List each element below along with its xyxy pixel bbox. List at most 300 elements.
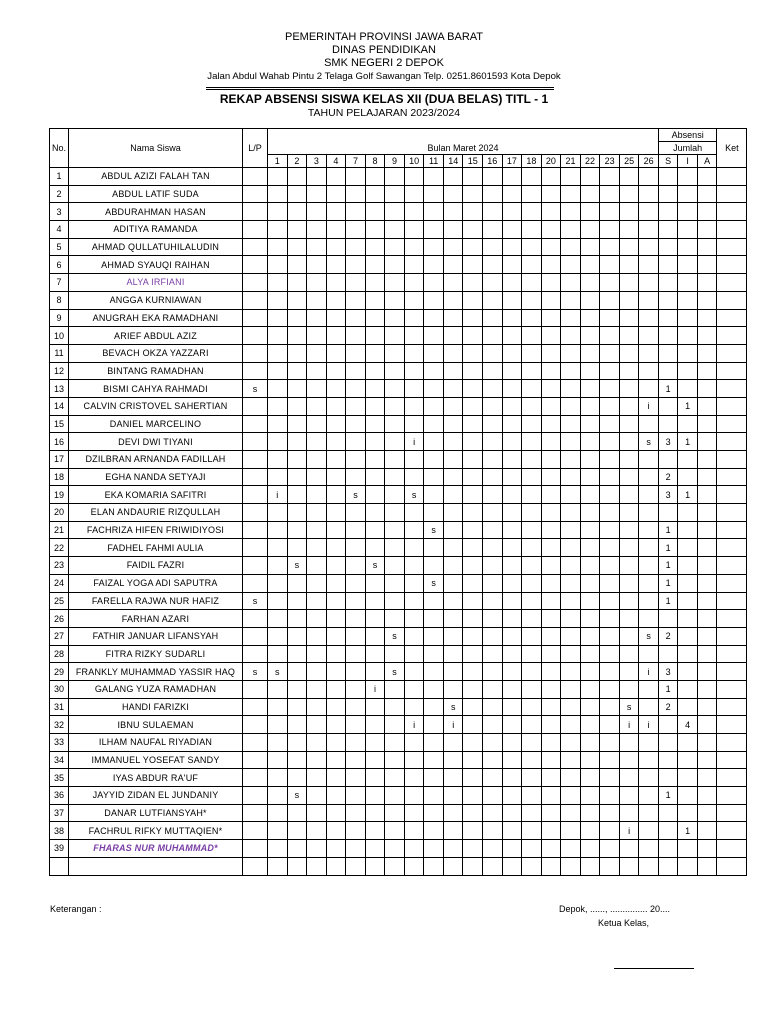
izin-count [678, 309, 698, 327]
row-number: 7 [50, 274, 69, 292]
attendance-mark [580, 504, 600, 522]
attendance-mark [561, 539, 581, 557]
attendance-mark [502, 574, 522, 592]
gender-cell [243, 203, 268, 221]
attendance-mark [522, 734, 542, 752]
attendance-mark [619, 645, 639, 663]
sakit-count [658, 769, 678, 787]
note-cell [717, 716, 747, 734]
attendance-mark [424, 840, 444, 858]
row-number: 17 [50, 451, 69, 469]
attendance-mark [541, 592, 561, 610]
attendance-mark [483, 415, 503, 433]
gender-cell [243, 274, 268, 292]
student-name: BINTANG RAMADHAN [69, 362, 243, 380]
row-number: 24 [50, 574, 69, 592]
attendance-mark [346, 574, 366, 592]
day-header: 3 [307, 155, 327, 168]
alpa-count [697, 698, 717, 716]
attendance-mark [443, 291, 463, 309]
attendance-mark [580, 344, 600, 362]
place-date: Depok, ......, ............... 20.... [559, 904, 671, 914]
attendance-mark [580, 663, 600, 681]
sakit-count [658, 857, 678, 875]
attendance-mark [619, 840, 639, 858]
attendance-mark [639, 698, 659, 716]
attendance-mark [268, 291, 288, 309]
attendance-mark [287, 433, 307, 451]
attendance-mark [502, 380, 522, 398]
student-name: ADITIYA RAMANDA [69, 221, 243, 239]
student-name: DZILBRAN ARNANDA FADILLAH [69, 451, 243, 469]
attendance-mark [326, 698, 346, 716]
attendance-mark [326, 680, 346, 698]
attendance-mark [365, 734, 385, 752]
attendance-mark [541, 804, 561, 822]
attendance-mark [385, 203, 405, 221]
attendance-mark [502, 327, 522, 345]
attendance-mark [385, 274, 405, 292]
attendance-mark [346, 256, 366, 274]
row-number: 31 [50, 698, 69, 716]
attendance-mark [424, 557, 444, 575]
attendance-mark [346, 362, 366, 380]
attendance-mark [522, 698, 542, 716]
attendance-mark [346, 680, 366, 698]
attendance-mark [307, 698, 327, 716]
table-row [50, 663, 747, 681]
attendance-mark [326, 504, 346, 522]
attendance-mark [346, 840, 366, 858]
attendance-mark [600, 468, 620, 486]
student-name: ALYA IRFIANI [69, 274, 243, 292]
attendance-mark [561, 397, 581, 415]
alpa-count [697, 362, 717, 380]
attendance-mark [287, 734, 307, 752]
day-header: 22 [580, 155, 600, 168]
attendance-mark [385, 451, 405, 469]
attendance-mark [561, 221, 581, 239]
table-row [50, 521, 747, 539]
attendance-mark [483, 256, 503, 274]
attendance-mark [365, 840, 385, 858]
attendance-mark [424, 397, 444, 415]
izin-count [678, 698, 698, 716]
note-cell [717, 787, 747, 805]
attendance-mark [580, 486, 600, 504]
attendance-mark [307, 645, 327, 663]
attendance-mark: i [404, 433, 424, 451]
izin-count [678, 521, 698, 539]
student-name: ELAN ANDAURIE RIZQULLAH [69, 504, 243, 522]
attendance-mark [561, 309, 581, 327]
attendance-mark [365, 256, 385, 274]
student-name: ABDURAHMAN HASAN [69, 203, 243, 221]
header-government: PEMERINTAH PROVINSI JAWA BARAT [284, 31, 484, 43]
attendance-mark [443, 539, 463, 557]
attendance-mark [522, 716, 542, 734]
attendance-mark [600, 504, 620, 522]
attendance-mark: i [639, 397, 659, 415]
attendance-mark [580, 734, 600, 752]
attendance-mark [307, 663, 327, 681]
attendance-mark [619, 734, 639, 752]
attendance-mark [404, 521, 424, 539]
table-row [50, 787, 747, 805]
attendance-mark: s [424, 574, 444, 592]
attendance-mark [522, 274, 542, 292]
attendance-mark [580, 274, 600, 292]
attendance-mark [600, 185, 620, 203]
table-row [50, 468, 747, 486]
day-header: 17 [502, 155, 522, 168]
gender-cell [243, 256, 268, 274]
attendance-mark [287, 327, 307, 345]
attendance-mark [463, 468, 483, 486]
attendance-mark [287, 238, 307, 256]
attendance-mark [600, 592, 620, 610]
attendance-mark [580, 221, 600, 239]
attendance-mark [365, 627, 385, 645]
row-number: 13 [50, 380, 69, 398]
attendance-mark [307, 309, 327, 327]
attendance-mark [424, 433, 444, 451]
attendance-mark [619, 574, 639, 592]
attendance-mark [619, 504, 639, 522]
attendance-mark [443, 256, 463, 274]
attendance-mark [326, 203, 346, 221]
header-department: DINAS PENDIDIKAN [332, 44, 436, 56]
attendance-mark [443, 751, 463, 769]
gender-cell [243, 787, 268, 805]
attendance-mark [287, 521, 307, 539]
attendance-mark [287, 344, 307, 362]
note-cell [717, 840, 747, 858]
attendance-mark [287, 539, 307, 557]
student-name: CALVIN CRISTOVEL SAHERTIAN [69, 397, 243, 415]
izin-count: 4 [678, 716, 698, 734]
student-name: FHARAS NUR MUHAMMAD* [69, 840, 243, 858]
student-name: DEVI DWI TIYANI [69, 433, 243, 451]
attendance-mark [404, 451, 424, 469]
izin-count: 1 [678, 486, 698, 504]
attendance-mark [287, 380, 307, 398]
attendance-mark [307, 221, 327, 239]
attendance-mark [502, 716, 522, 734]
day-header: 15 [463, 155, 483, 168]
attendance-mark [522, 168, 542, 186]
table-row [50, 557, 747, 575]
attendance-mark [463, 486, 483, 504]
attendance-mark [365, 168, 385, 186]
attendance-mark [346, 238, 366, 256]
attendance-mark [600, 274, 620, 292]
table-row [50, 769, 747, 787]
attendance-mark [639, 274, 659, 292]
attendance-mark [541, 822, 561, 840]
row-number: 18 [50, 468, 69, 486]
attendance-mark [365, 468, 385, 486]
signature-line [614, 968, 694, 969]
sakit-count [658, 610, 678, 628]
table-row [50, 627, 747, 645]
attendance-mark [522, 645, 542, 663]
attendance-mark [424, 663, 444, 681]
attendance-mark [307, 680, 327, 698]
attendance-mark [483, 716, 503, 734]
izin-count: 1 [678, 822, 698, 840]
attendance-mark [541, 380, 561, 398]
attendance-mark [541, 468, 561, 486]
attendance-mark [287, 698, 307, 716]
attendance-mark [307, 521, 327, 539]
attendance-mark [385, 486, 405, 504]
attendance-mark [365, 309, 385, 327]
attendance-mark [580, 610, 600, 628]
attendance-mark [385, 168, 405, 186]
alpa-count [697, 610, 717, 628]
attendance-mark [463, 433, 483, 451]
attendance-mark [365, 592, 385, 610]
row-number: 38 [50, 822, 69, 840]
attendance-mark [600, 291, 620, 309]
attendance-mark [639, 291, 659, 309]
attendance-mark [326, 627, 346, 645]
sum-header: I [678, 155, 698, 168]
attendance-mark [463, 698, 483, 716]
row-number: 30 [50, 680, 69, 698]
attendance-mark [502, 787, 522, 805]
attendance-mark [346, 592, 366, 610]
attendance-mark [502, 840, 522, 858]
sakit-count [658, 451, 678, 469]
attendance-mark [385, 592, 405, 610]
attendance-mark [287, 822, 307, 840]
attendance-mark [639, 574, 659, 592]
attendance-mark [502, 557, 522, 575]
attendance-mark [502, 203, 522, 221]
attendance-mark [561, 380, 581, 398]
alpa-count [697, 291, 717, 309]
attendance-mark [346, 521, 366, 539]
izin-count [678, 185, 698, 203]
row-number: 39 [50, 840, 69, 858]
attendance-mark [502, 433, 522, 451]
note-cell [717, 645, 747, 663]
attendance-mark [365, 574, 385, 592]
gender-cell [243, 698, 268, 716]
student-name: FATHIR JANUAR LIFANSYAH [69, 627, 243, 645]
attendance-mark [619, 291, 639, 309]
table-row [50, 734, 747, 752]
attendance-mark [561, 592, 581, 610]
student-name: FITRA RIZKY SUDARLI [69, 645, 243, 663]
attendance-mark [424, 468, 444, 486]
attendance-mark [463, 680, 483, 698]
attendance-mark [463, 610, 483, 628]
row-number: 10 [50, 327, 69, 345]
alpa-count [697, 168, 717, 186]
attendance-mark [463, 592, 483, 610]
note-cell [717, 592, 747, 610]
attendance-mark [502, 769, 522, 787]
attendance-mark [600, 734, 620, 752]
header-name: Nama Siswa [69, 129, 243, 168]
attendance-mark [639, 592, 659, 610]
attendance-mark [580, 627, 600, 645]
attendance-mark [561, 663, 581, 681]
table-row [50, 592, 747, 610]
alpa-count [697, 221, 717, 239]
gender-cell [243, 415, 268, 433]
attendance-mark [443, 521, 463, 539]
header-absensi: Absensi [658, 129, 717, 142]
attendance-mark [561, 327, 581, 345]
attendance-mark [307, 804, 327, 822]
izin-count [678, 451, 698, 469]
attendance-mark [483, 362, 503, 380]
attendance-mark [502, 680, 522, 698]
page-subtitle: TAHUN PELAJARAN 2023/2024 [307, 107, 461, 119]
izin-count [678, 380, 698, 398]
alpa-count [697, 327, 717, 345]
attendance-mark [541, 256, 561, 274]
attendance-mark [287, 857, 307, 875]
attendance-mark [580, 804, 600, 822]
attendance-mark [483, 698, 503, 716]
row-number: 16 [50, 433, 69, 451]
student-name: FARHAN AZARI [69, 610, 243, 628]
attendance-mark [443, 627, 463, 645]
student-name: AHMAD SYAUQI RAIHAN [69, 256, 243, 274]
attendance-mark [346, 822, 366, 840]
attendance-mark [463, 291, 483, 309]
attendance-mark: s [639, 433, 659, 451]
row-number: 32 [50, 716, 69, 734]
attendance-mark [365, 716, 385, 734]
attendance-mark [307, 769, 327, 787]
attendance-mark [268, 504, 288, 522]
sakit-count: 1 [658, 592, 678, 610]
gender-cell: s [243, 592, 268, 610]
attendance-mark [307, 857, 327, 875]
attendance-mark [385, 256, 405, 274]
gender-cell [243, 238, 268, 256]
attendance-mark [619, 804, 639, 822]
attendance-mark [385, 185, 405, 203]
attendance-mark [365, 486, 385, 504]
alpa-count [697, 274, 717, 292]
attendance-mark [541, 203, 561, 221]
attendance-mark [580, 751, 600, 769]
attendance-mark [600, 238, 620, 256]
attendance-mark [619, 521, 639, 539]
attendance-mark [404, 504, 424, 522]
attendance-mark [483, 627, 503, 645]
attendance-mark [365, 610, 385, 628]
attendance-mark [287, 751, 307, 769]
day-header: 14 [443, 155, 463, 168]
izin-count: 1 [678, 397, 698, 415]
attendance-mark [326, 751, 346, 769]
attendance-mark [561, 574, 581, 592]
attendance-mark [424, 380, 444, 398]
attendance-mark [619, 274, 639, 292]
row-number: 12 [50, 362, 69, 380]
attendance-mark [307, 203, 327, 221]
sakit-count [658, 397, 678, 415]
attendance-mark [561, 716, 581, 734]
attendance-mark [483, 238, 503, 256]
attendance-mark [580, 451, 600, 469]
sakit-count: 3 [658, 486, 678, 504]
attendance-mark [463, 344, 483, 362]
attendance-mark [346, 291, 366, 309]
note-cell [717, 822, 747, 840]
table-row [50, 751, 747, 769]
note-cell [717, 663, 747, 681]
attendance-mark [522, 592, 542, 610]
attendance-mark [404, 840, 424, 858]
attendance-mark [404, 751, 424, 769]
attendance-mark [346, 610, 366, 628]
attendance-mark [287, 221, 307, 239]
day-header: 2 [287, 155, 307, 168]
attendance-mark [385, 291, 405, 309]
attendance-mark [619, 397, 639, 415]
attendance-mark [385, 610, 405, 628]
attendance-mark [619, 663, 639, 681]
table-row [50, 380, 747, 398]
attendance-mark [522, 680, 542, 698]
attendance-mark [346, 857, 366, 875]
attendance-mark [600, 769, 620, 787]
attendance-mark [268, 203, 288, 221]
attendance-mark [639, 822, 659, 840]
note-cell [717, 539, 747, 557]
attendance-mark [326, 557, 346, 575]
attendance-mark [287, 680, 307, 698]
attendance-mark [268, 468, 288, 486]
attendance-mark [287, 362, 307, 380]
table-row [50, 486, 747, 504]
attendance-mark [268, 433, 288, 451]
attendance-mark [326, 468, 346, 486]
attendance-mark [385, 574, 405, 592]
attendance-mark [365, 327, 385, 345]
attendance-mark [600, 203, 620, 221]
attendance-mark [287, 415, 307, 433]
attendance-mark [268, 822, 288, 840]
attendance-mark [522, 468, 542, 486]
attendance-mark [561, 734, 581, 752]
attendance-mark [365, 787, 385, 805]
attendance-mark [561, 415, 581, 433]
attendance-mark [541, 574, 561, 592]
table-row [50, 415, 747, 433]
attendance-mark [600, 610, 620, 628]
alpa-count [697, 751, 717, 769]
note-cell [717, 610, 747, 628]
attendance-mark [268, 557, 288, 575]
izin-count [678, 468, 698, 486]
attendance-mark [541, 309, 561, 327]
alpa-count [697, 787, 717, 805]
attendance-mark [483, 857, 503, 875]
attendance-mark [385, 787, 405, 805]
attendance-mark [287, 185, 307, 203]
attendance-mark [600, 627, 620, 645]
